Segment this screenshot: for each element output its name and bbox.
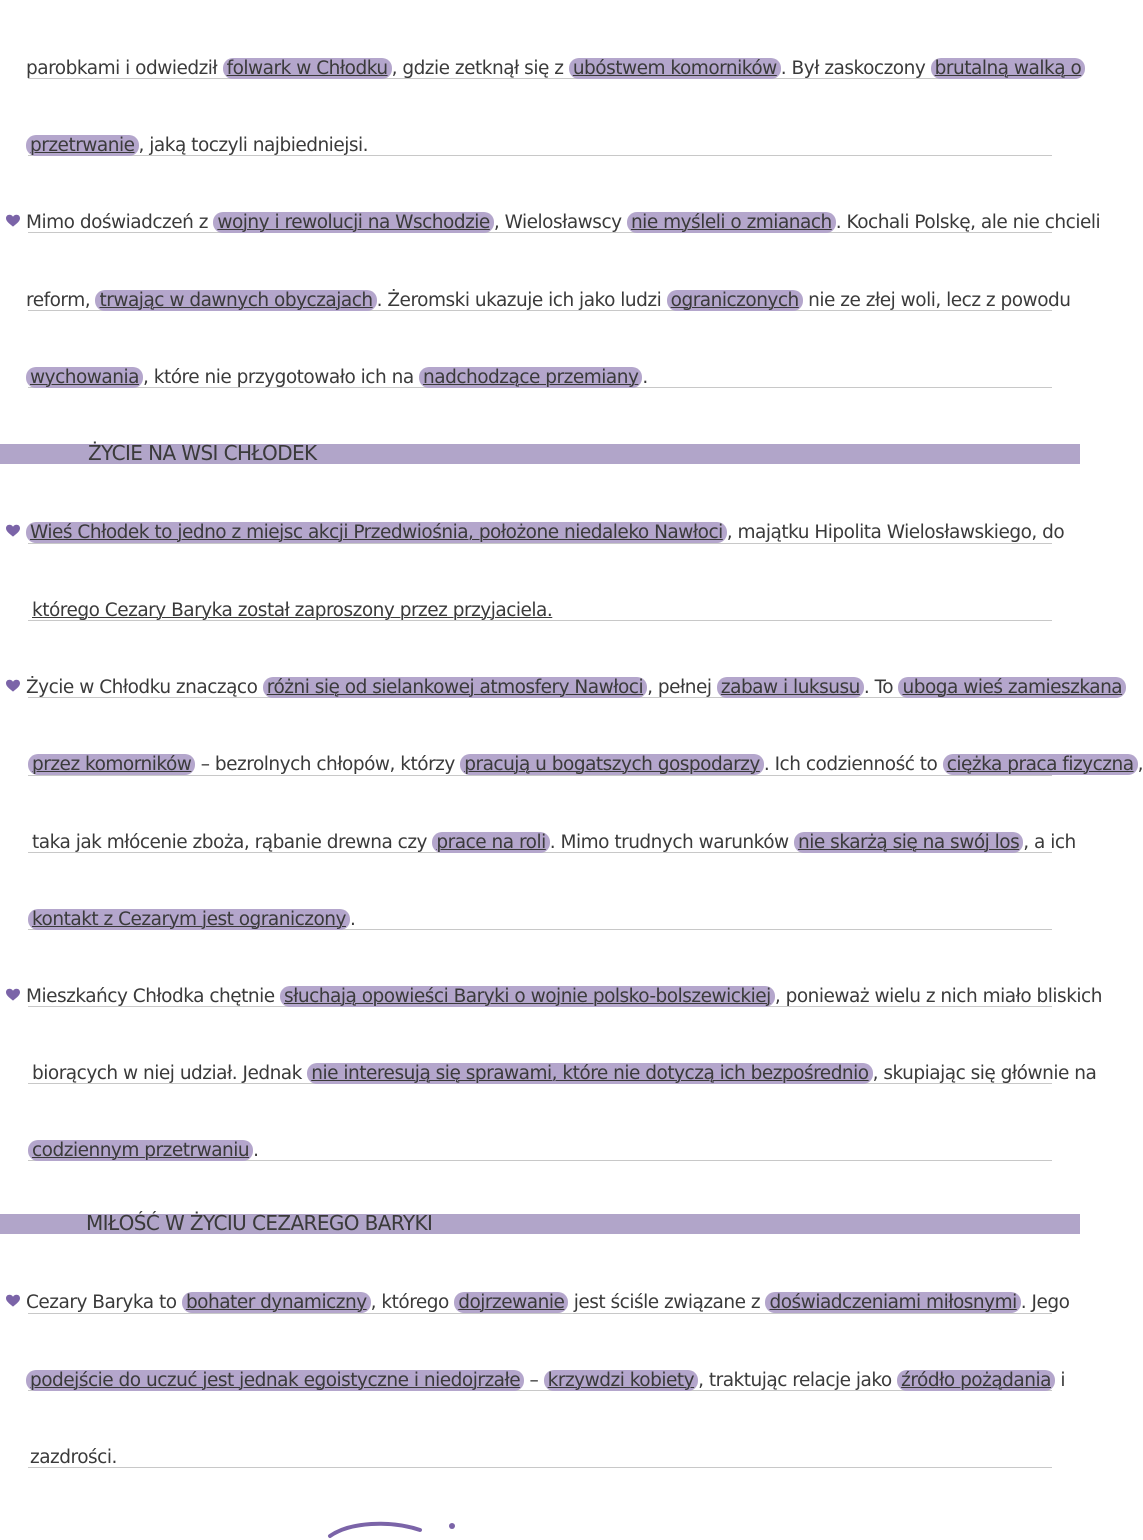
highlight: zabaw i luksusu bbox=[717, 677, 864, 698]
text: – bezrolnych chłopów, którzy bbox=[195, 754, 461, 775]
heart-bullet-icon bbox=[6, 214, 20, 228]
highlight: podejście do uczuć jest jednak egoistyczne i niedojrzałe bbox=[26, 1370, 524, 1391]
highlight: codziennym przetrwaniu bbox=[28, 1140, 253, 1161]
highlight: prace na roli bbox=[432, 832, 549, 853]
text: , skupiając się głównie na bbox=[872, 1063, 1097, 1084]
text: , gdzie zetknął się z bbox=[391, 58, 569, 79]
text: którego Cezary Baryka został zaproszony przez przyjaciela. bbox=[32, 600, 553, 621]
text: . Jego bbox=[1020, 1292, 1070, 1313]
highlight: źródło pożądania bbox=[897, 1370, 1055, 1391]
text: , które nie przygotowało ich na bbox=[142, 367, 420, 388]
highlight: uboga wieś zamieszkana bbox=[898, 677, 1126, 698]
text: i bbox=[1054, 1370, 1065, 1391]
text-line bbox=[26, 133, 1060, 159]
text: , pełnej bbox=[647, 677, 717, 698]
text: . Żeromski ukazuje ich jako ludzi bbox=[376, 290, 667, 311]
text-line bbox=[26, 288, 1071, 314]
text-line bbox=[28, 1138, 1060, 1164]
highlight: ubóstwem komorników bbox=[569, 58, 781, 79]
highlight: różni się od sielankowej atmosfery Nawłoci bbox=[263, 677, 647, 698]
highlight: folwark w Chłodku bbox=[223, 58, 392, 79]
text: . bbox=[253, 1140, 259, 1161]
highlight: ciężka praca fizyczna bbox=[943, 754, 1138, 775]
text-line bbox=[26, 365, 1060, 391]
text: . Kochali Polskę, ale nie chcieli bbox=[835, 212, 1101, 233]
text: , ponieważ wielu z nich miało bliskich bbox=[774, 986, 1102, 1007]
highlight: wychowania bbox=[26, 367, 143, 388]
section-title: MIŁOŚĆ W ŻYCIU CEZAREGO BARYKI bbox=[86, 1211, 433, 1235]
text: . Był zaskoczony bbox=[780, 58, 931, 79]
heart-bullet-icon bbox=[6, 988, 20, 1002]
highlight: nadchodzące przemiany bbox=[419, 367, 642, 388]
text-line bbox=[26, 56, 1082, 82]
highlight: trwając w dawnych obyczajach bbox=[95, 290, 376, 311]
bullet-item bbox=[6, 1290, 1070, 1316]
text: , Wielosławscy bbox=[493, 212, 627, 233]
text: . To bbox=[863, 677, 899, 698]
text: taka jak młócenie zboża, rąbanie drewna czy bbox=[32, 832, 433, 853]
text: , a ich bbox=[1023, 832, 1076, 853]
text: jest ściśle związane z bbox=[568, 1292, 766, 1313]
text: . Mimo trudnych warunków bbox=[549, 832, 795, 853]
text-line bbox=[26, 1368, 1065, 1394]
highlight: kontakt z Cezarym jest ograniczony bbox=[28, 909, 350, 930]
text: parobkami i odwiedził bbox=[26, 58, 223, 79]
text: , majątku Hipolita Wielosławskiego, do bbox=[726, 522, 1065, 543]
highlight: przez komorników bbox=[28, 754, 195, 775]
bullet-item bbox=[6, 210, 1101, 236]
heart-bullet-icon bbox=[6, 1294, 20, 1308]
highlight: ograniczonych bbox=[667, 290, 803, 311]
text: , traktując relacje jako bbox=[698, 1370, 898, 1391]
text: zazdrości. bbox=[30, 1447, 117, 1468]
highlight: słuchają opowieści Baryki o wojnie polsko-bolszewickiej bbox=[280, 986, 775, 1007]
highlight: krzywdzi kobiety bbox=[544, 1370, 698, 1391]
highlight: Wieś Chłodek to jedno z miejsc akcji Przedwiośnia, położone niedaleko Nawłoci bbox=[26, 522, 727, 543]
highlight: nie skarżą się na swój los bbox=[794, 832, 1023, 853]
text-line bbox=[32, 598, 1060, 624]
highlight: bohater dynamiczny bbox=[182, 1292, 371, 1313]
bullet-item bbox=[6, 520, 1065, 546]
text-line bbox=[28, 907, 1060, 933]
bullet-item bbox=[6, 984, 1102, 1010]
text: Cezary Baryka to bbox=[26, 1292, 182, 1313]
text-line bbox=[32, 830, 1076, 856]
highlight: przetrwanie bbox=[26, 135, 139, 156]
text: – bbox=[524, 1370, 544, 1391]
highlight: brutalną walką o bbox=[931, 58, 1086, 79]
text: , jaką toczyli najbiedniejsi. bbox=[138, 135, 369, 156]
heart-bullet-icon bbox=[6, 679, 20, 693]
highlight: pracują u bogatszych gospodarzy bbox=[460, 754, 764, 775]
text: nie ze złej woli, lecz z powodu bbox=[802, 290, 1071, 311]
text: Życie w Chłodku znacząco bbox=[26, 677, 263, 698]
text: , którego bbox=[370, 1292, 455, 1313]
highlight: doświadczeniami miłosnymi bbox=[765, 1292, 1020, 1313]
text: . Ich codzienność to bbox=[763, 754, 943, 775]
text: Mimo doświadczeń z bbox=[26, 212, 214, 233]
decorative-swash bbox=[320, 1516, 460, 1540]
text: . bbox=[642, 367, 648, 388]
text: biorących w niej udział. Jednak bbox=[32, 1063, 308, 1084]
text-line bbox=[28, 752, 1143, 778]
highlight: nie interesują się sprawami, które nie dotyczą ich bezpośrednio bbox=[307, 1063, 872, 1084]
text-line bbox=[32, 1061, 1097, 1087]
highlight: dojrzewanie bbox=[454, 1292, 568, 1313]
highlight: nie myśleli o zmianach bbox=[627, 212, 836, 233]
section-title: ŻYCIE NA WSI CHŁODEK bbox=[88, 441, 317, 465]
text-line bbox=[30, 1445, 1060, 1471]
text: reform, bbox=[26, 290, 96, 311]
highlight: wojny i rewolucji na Wschodzie bbox=[213, 212, 493, 233]
text: , bbox=[1137, 754, 1143, 775]
text: Mieszkańcy Chłodka chętnie bbox=[26, 986, 281, 1007]
text: . bbox=[349, 909, 356, 930]
heart-bullet-icon bbox=[6, 524, 20, 538]
bullet-item bbox=[6, 675, 1123, 701]
